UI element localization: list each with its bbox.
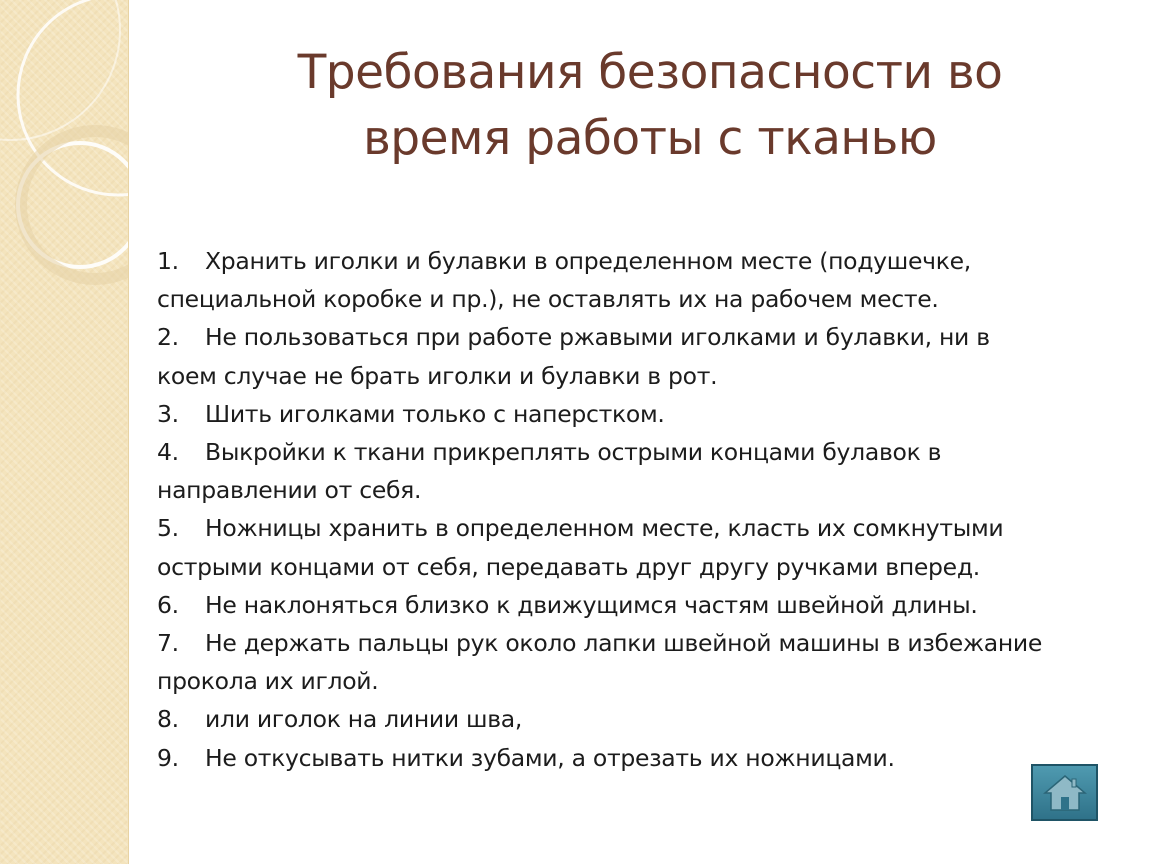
decorative-circles — [0, 0, 128, 864]
slide-title-line-1: Требования безопасности во — [297, 45, 1003, 100]
list-item — [157, 509, 1147, 547]
item-text: коем случае не брать иголки и булавки в рот. — [157, 361, 718, 390]
home-button[interactable] — [1031, 764, 1098, 821]
item-number: 1. — [157, 247, 179, 275]
item-text: или иголок на линии шва, — [205, 705, 523, 734]
list-item — [157, 395, 1147, 433]
item-text: Хранить иголки и булавки в определенном месте (подушечке, — [205, 247, 971, 275]
home-icon — [1043, 773, 1087, 813]
item-text: Выкройки к ткани прикреплять острыми концами булавок в — [205, 438, 942, 467]
slide-title-line-2: время работы с тканью — [363, 111, 937, 166]
list-item — [157, 318, 1147, 356]
list-item — [157, 242, 1147, 280]
list-item — [157, 280, 1147, 318]
list-item — [157, 624, 1147, 662]
item-text: Шить иголками только с наперстком. — [205, 399, 665, 428]
item-number: 5. — [157, 514, 179, 543]
list-item — [157, 739, 1147, 777]
item-text: Не пользоваться при работе ржавыми иголками и булавки, ни в — [205, 323, 990, 352]
item-text: Ножницы хранить в определенном месте, класть их сомкнутыми — [205, 514, 1004, 543]
list-item — [157, 357, 1147, 395]
item-text: прокола их иглой. — [157, 667, 379, 696]
decorative-side-panel — [0, 0, 129, 864]
item-text: острыми концами от себя, передавать друг другу ручками вперед. — [157, 552, 980, 581]
item-text: специальной коробке и пр.), не оставлять их на рабочем месте. — [157, 285, 939, 314]
item-number: 4. — [157, 438, 179, 467]
slide-title — [150, 40, 1150, 172]
list-item — [157, 471, 1147, 509]
safety-rules-list — [157, 242, 1147, 777]
list-item — [157, 662, 1147, 700]
list-item — [157, 433, 1147, 471]
item-number: 3. — [157, 399, 179, 428]
item-number: 8. — [157, 705, 179, 734]
item-number: 6. — [157, 590, 179, 619]
item-text: Не держать пальцы рук около лапки швейной машины в избежание — [205, 629, 1043, 658]
item-text: направлении от себя. — [157, 476, 422, 505]
list-item — [157, 586, 1147, 624]
item-number: 9. — [157, 743, 179, 772]
item-number: 7. — [157, 629, 179, 658]
list-item — [157, 700, 1147, 738]
item-text: Не наклоняться близко к движущимся частям швейной длины. — [205, 590, 978, 619]
list-item — [157, 548, 1147, 586]
item-number: 2. — [157, 323, 179, 352]
item-text: Не откусывать нитки зубами, а отрезать их ножницами. — [205, 743, 895, 772]
